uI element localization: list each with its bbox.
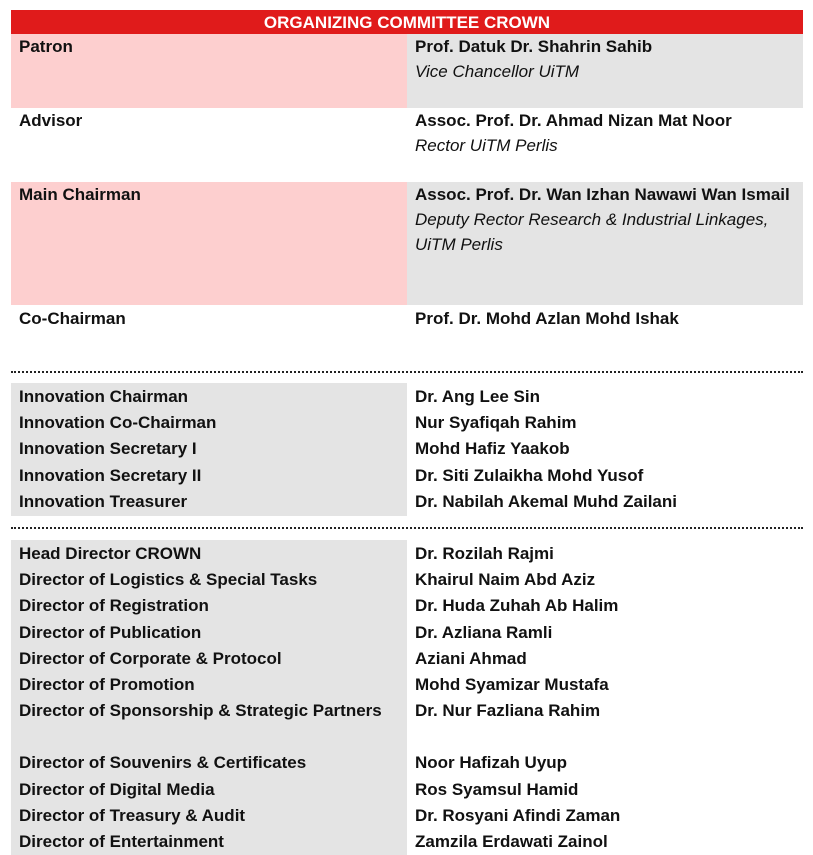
director-names bbox=[407, 540, 803, 855]
member-position: Vice Chancellor UiTM bbox=[415, 62, 580, 81]
directors-section bbox=[11, 540, 803, 855]
role-label: Director of Publication bbox=[19, 622, 202, 642]
innovation-names bbox=[407, 383, 803, 516]
director-roles bbox=[11, 540, 407, 855]
role-label: Innovation Treasurer bbox=[19, 491, 188, 511]
member-name: Dr. Nur Fazliana Rahim bbox=[415, 701, 601, 721]
role-label: Director of Logistics & Special Tasks bbox=[19, 570, 318, 590]
member-name: Noor Hafizah Uyup bbox=[415, 753, 568, 773]
role-label: Director of Entertainment bbox=[19, 832, 224, 852]
co-chairman-row bbox=[11, 305, 803, 371]
co-chairman-role-cell bbox=[11, 305, 407, 371]
member-name: Assoc. Prof. Dr. Ahmad Nizan Mat Noor bbox=[415, 111, 732, 130]
role-label: Director of Promotion bbox=[19, 675, 195, 695]
main-chairman-name-cell bbox=[407, 182, 803, 305]
member-name: Mohd Syamizar Mustafa bbox=[415, 675, 609, 695]
role-label: Director of Treasury & Audit bbox=[19, 805, 246, 825]
document-title: ORGANIZING COMMITTEE CROWN bbox=[11, 10, 803, 34]
role-label: Director of Registration bbox=[19, 596, 209, 616]
member-name: Dr. Siti Zulaikha Mohd Yusof bbox=[415, 465, 644, 485]
role-label: Main Chairman bbox=[19, 185, 141, 204]
role-label: Innovation Co-Chairman bbox=[19, 413, 217, 433]
role-label: Innovation Secretary II bbox=[19, 465, 202, 485]
member-name: Zamzila Erdawati Zainol bbox=[415, 832, 608, 852]
patron-name-cell bbox=[407, 34, 803, 108]
role-label: Innovation Chairman bbox=[19, 387, 189, 406]
role-label: Patron bbox=[19, 37, 73, 56]
member-name: Dr. Rosyani Afindi Zaman bbox=[415, 805, 621, 825]
advisor-role-cell bbox=[11, 108, 407, 182]
member-name: Dr. Ang Lee Sin bbox=[415, 387, 541, 406]
patron-role-cell bbox=[11, 34, 407, 108]
member-name: Aziani Ahmad bbox=[415, 648, 527, 668]
advisor-name-cell bbox=[407, 108, 803, 182]
main-chairman-role-cell bbox=[11, 182, 407, 305]
member-name: Prof. Datuk Dr. Shahrin Sahib bbox=[415, 37, 653, 56]
member-position: Rector UiTM Perlis bbox=[415, 136, 558, 155]
member-name: Assoc. Prof. Dr. Wan Izhan Nawawi Wan Ismail bbox=[415, 185, 790, 204]
role-label: Innovation Secretary I bbox=[19, 439, 197, 459]
role-label: Director of Sponsorship & Strategic Partners bbox=[19, 701, 382, 721]
member-name: Dr. Huda Zuhah Ab Halim bbox=[415, 596, 619, 616]
role-label: Director of Digital Media bbox=[19, 779, 215, 799]
innovation-roles bbox=[11, 383, 407, 516]
patron-row bbox=[11, 34, 803, 108]
role-label: Advisor bbox=[19, 111, 83, 130]
innovation-section bbox=[11, 383, 803, 516]
advisor-row bbox=[11, 108, 803, 182]
member-position: Deputy Rector Research & Industrial Linkages, UiTM Perlis bbox=[415, 210, 769, 254]
member-name: Nur Syafiqah Rahim bbox=[415, 413, 577, 433]
member-name: Dr. Nabilah Akemal Muhd Zailani bbox=[415, 491, 677, 511]
role-label: Director of Corporate & Protocol bbox=[19, 648, 282, 668]
role-label: Head Director CROWN bbox=[19, 544, 202, 564]
member-name: Prof. Dr. Mohd Azlan Mohd Ishak bbox=[415, 309, 679, 328]
member-name: Dr. Azliana Ramli bbox=[415, 622, 553, 642]
member-name: Ros Syamsul Hamid bbox=[415, 779, 579, 799]
role-label: Co-Chairman bbox=[19, 309, 126, 328]
member-name: Dr. Rozilah Rajmi bbox=[415, 544, 554, 564]
committee-document bbox=[11, 10, 803, 855]
role-label: Director of Souvenirs & Certificates bbox=[19, 753, 307, 773]
member-name: Mohd Hafiz Yaakob bbox=[415, 439, 570, 459]
main-chairman-row bbox=[11, 182, 803, 305]
member-name: Khairul Naim Abd Aziz bbox=[415, 570, 596, 590]
co-chairman-name-cell bbox=[407, 305, 803, 371]
